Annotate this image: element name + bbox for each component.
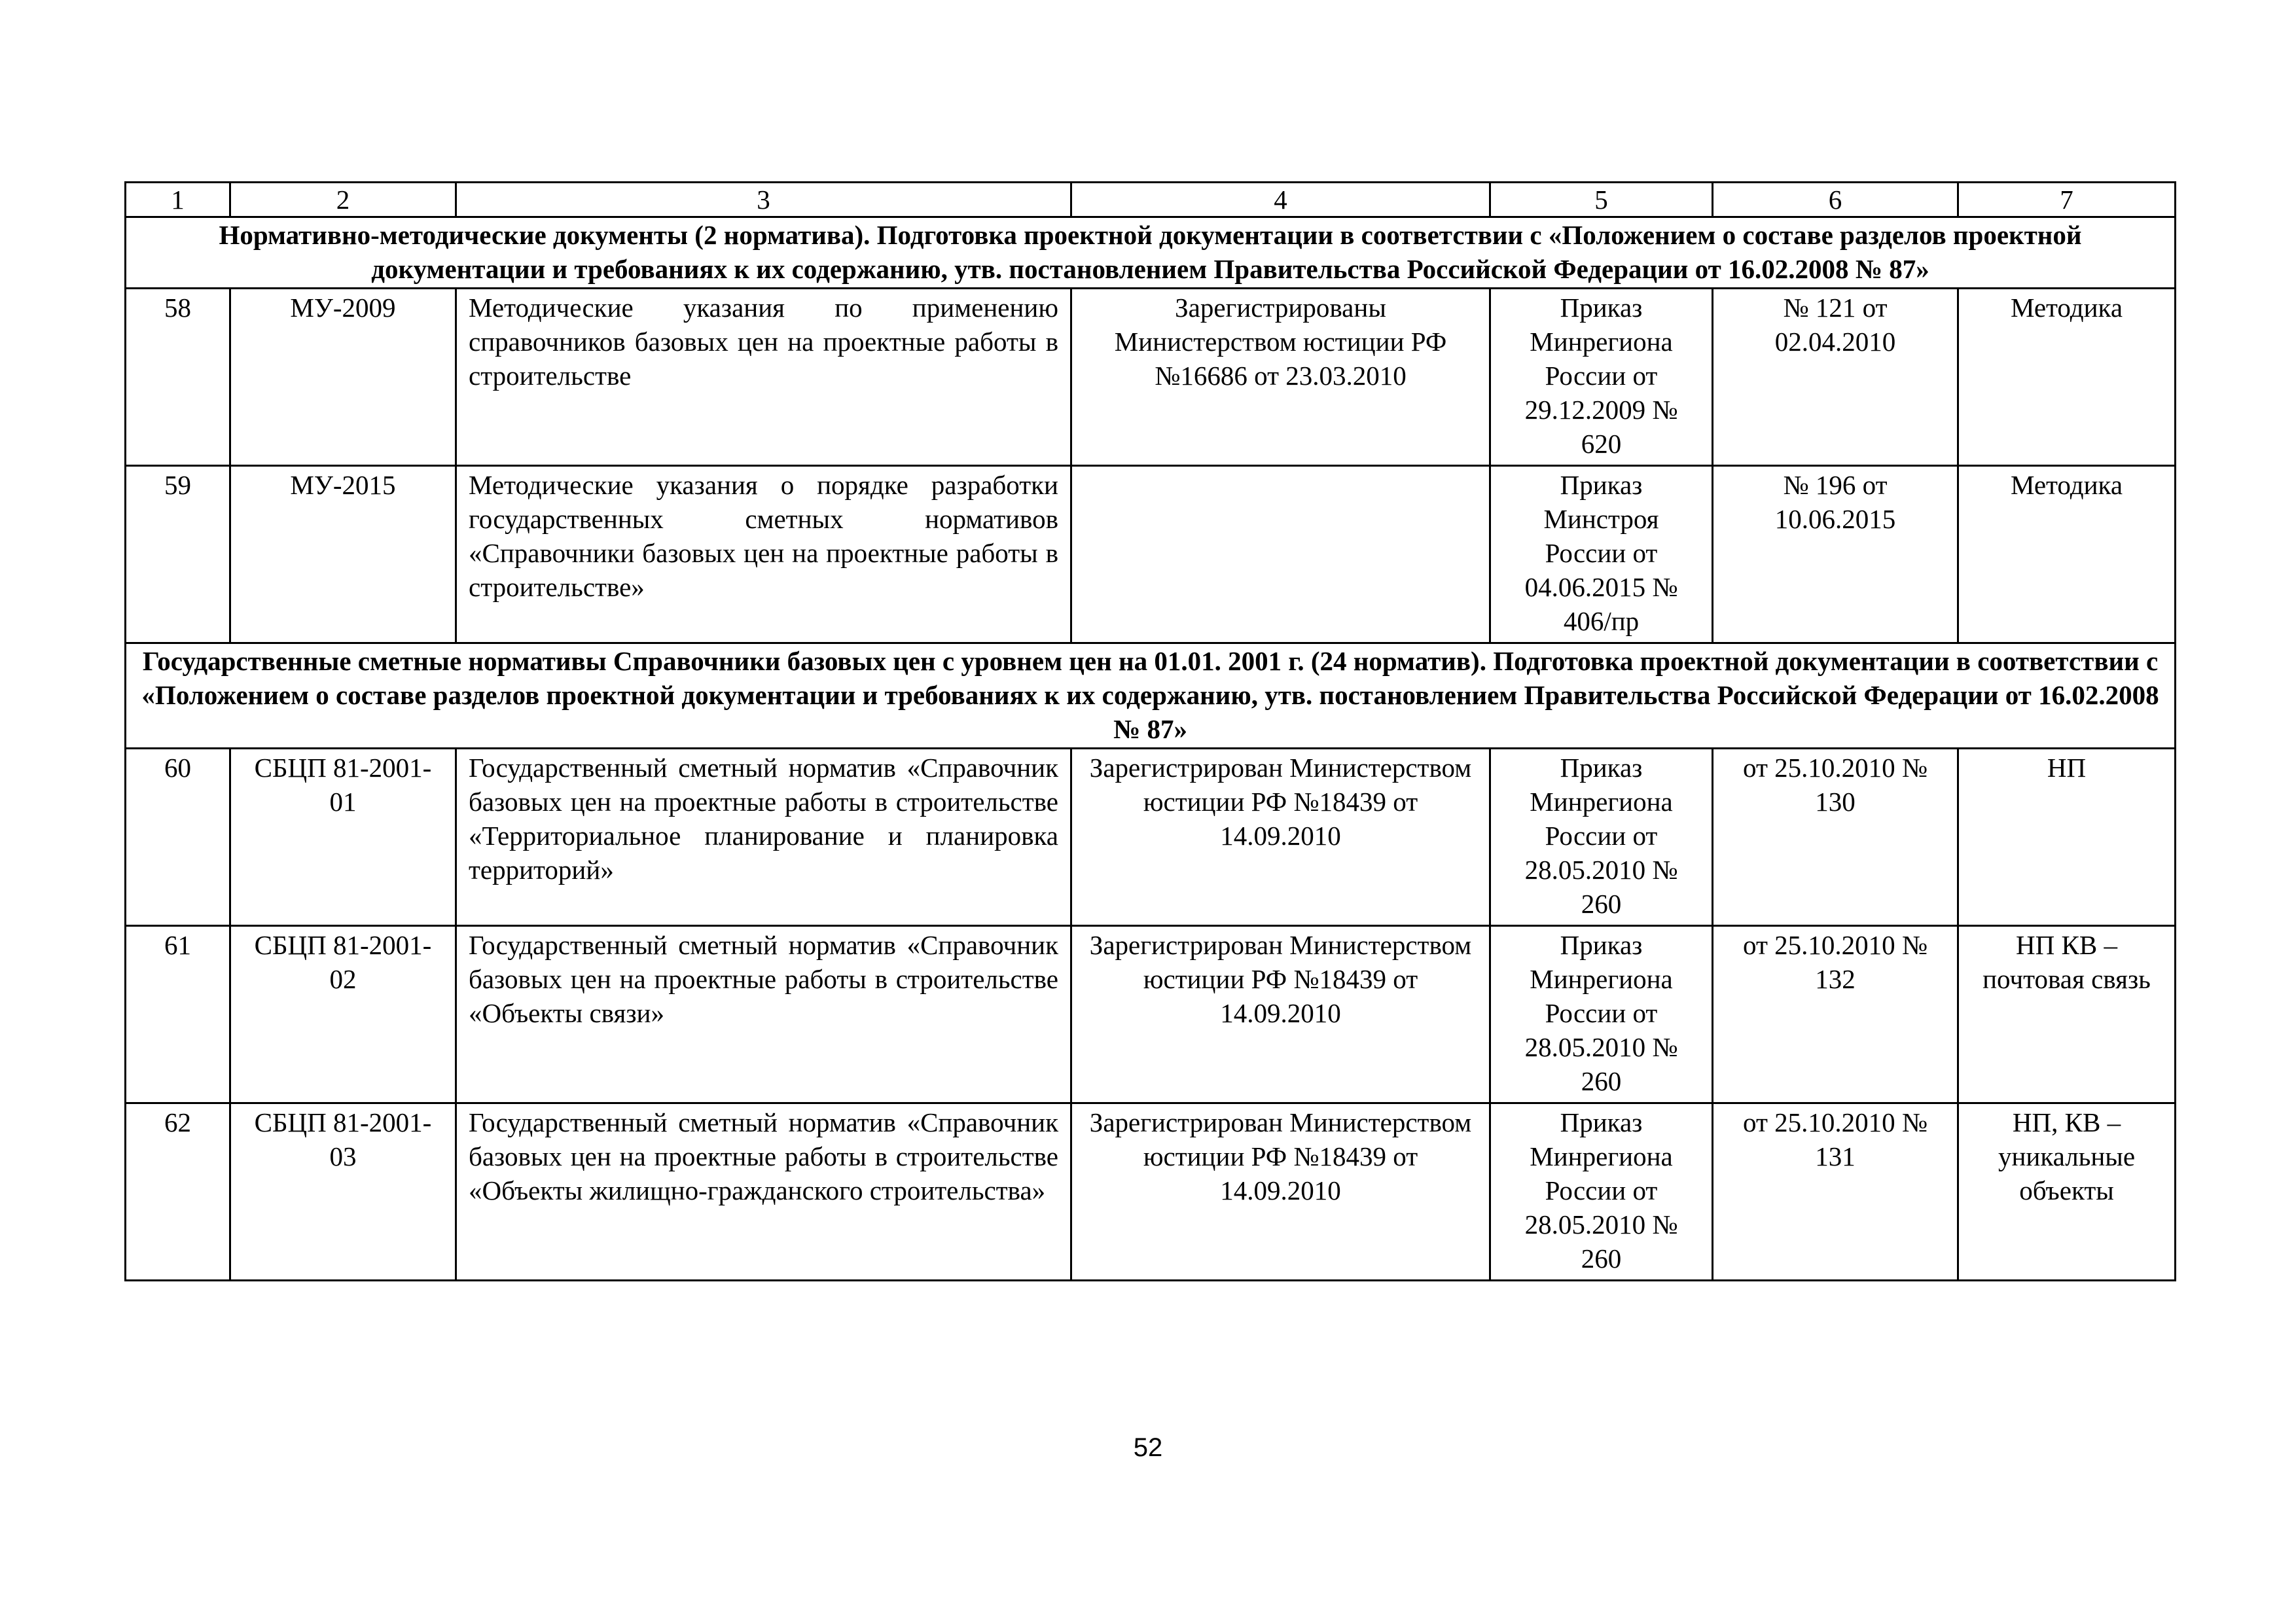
row-code: СБЦП 81-2001-01 bbox=[230, 749, 456, 926]
row-number: 58 bbox=[126, 289, 230, 466]
row-letter: от 25.10.2010 № 130 bbox=[1713, 749, 1958, 926]
column-header-7: 7 bbox=[1958, 183, 2176, 217]
row-letter: от 25.10.2010 № 132 bbox=[1713, 926, 1958, 1103]
table-row bbox=[126, 289, 2176, 466]
row-number: 61 bbox=[126, 926, 230, 1103]
row-code: МУ-2009 bbox=[230, 289, 456, 466]
row-note: Методика bbox=[1958, 289, 2176, 466]
column-header-4: 4 bbox=[1071, 183, 1490, 217]
row-order: Приказ Минрегиона России от 28.05.2010 № 260 bbox=[1490, 926, 1713, 1103]
row-note: НП bbox=[1958, 749, 2176, 926]
row-name: Государственный сметный норматив «Справочник базовых цен на проектные работы в строительстве «Объекты жилищно-гражданского строительства» bbox=[456, 1103, 1071, 1281]
row-order: Приказ Минрегиона России от 28.05.2010 № 260 bbox=[1490, 1103, 1713, 1281]
row-number: 60 bbox=[126, 749, 230, 926]
table-row bbox=[126, 1103, 2176, 1281]
column-header-5: 5 bbox=[1490, 183, 1713, 217]
table-row bbox=[126, 749, 2176, 926]
row-name: Методические указания по применению справочников базовых цен на проектные работы в строительстве bbox=[456, 289, 1071, 466]
row-registration: Зарегистрирован Министерством юстиции РФ №18439 от 14.09.2010 bbox=[1071, 1103, 1490, 1281]
table-row bbox=[126, 466, 2176, 643]
column-header-2: 2 bbox=[230, 183, 456, 217]
row-registration: Зарегистрированы Министерством юстиции РФ №16686 от 23.03.2010 bbox=[1071, 289, 1490, 466]
row-registration: Зарегистрирован Министерством юстиции РФ №18439 от 14.09.2010 bbox=[1071, 926, 1490, 1103]
page-number: 52 bbox=[1133, 1433, 1163, 1462]
row-number: 62 bbox=[126, 1103, 230, 1281]
normative-table bbox=[124, 181, 2176, 1281]
column-header-3: 3 bbox=[456, 183, 1071, 217]
row-order: Приказ Минрегиона России от 29.12.2009 № 620 bbox=[1490, 289, 1713, 466]
row-code: СБЦП 81-2001-03 bbox=[230, 1103, 456, 1281]
row-registration: Зарегистрирован Министерством юстиции РФ №18439 от 14.09.2010 bbox=[1071, 749, 1490, 926]
row-note: Методика bbox=[1958, 466, 2176, 643]
table-row bbox=[126, 926, 2176, 1103]
row-note: НП, КВ – уникальные объекты bbox=[1958, 1103, 2176, 1281]
row-order: Приказ Минрегиона России от 28.05.2010 № 260 bbox=[1490, 749, 1713, 926]
row-name: Государственный сметный норматив «Справочник базовых цен на проектные работы в строительстве «Объекты связи» bbox=[456, 926, 1071, 1103]
row-note: НП КВ – почтовая связь bbox=[1958, 926, 2176, 1103]
row-code: СБЦП 81-2001-02 bbox=[230, 926, 456, 1103]
column-header-1: 1 bbox=[126, 183, 230, 217]
row-letter: № 196 от 10.06.2015 bbox=[1713, 466, 1958, 643]
column-number-row bbox=[126, 183, 2176, 217]
row-name: Методические указания о порядке разработки государственных сметных нормативов «Справочники базовых цен на проектные работы в строительстве» bbox=[456, 466, 1071, 643]
column-header-6: 6 bbox=[1713, 183, 1958, 217]
row-code: МУ-2015 bbox=[230, 466, 456, 643]
row-name: Государственный сметный норматив «Справочник базовых цен на проектные работы в строительстве «Территориальное планирование и планировка территорий» bbox=[456, 749, 1071, 926]
section-title: Государственные сметные нормативы Справочники базовых цен с уровнем цен на 01.01. 2001 г. (24 норматив). Подготовка проектной документации в соответствии с «Положением о составе разделов проектной документации и требованиях к их содержанию, утв. постановлением Правительства Российской Федерации от 16.02.2008 № 87» bbox=[126, 643, 2176, 749]
row-letter: № 121 от 02.04.2010 bbox=[1713, 289, 1958, 466]
row-registration bbox=[1071, 466, 1490, 643]
row-letter: от 25.10.2010 № 131 bbox=[1713, 1103, 1958, 1281]
row-number: 59 bbox=[126, 466, 230, 643]
section-heading-row bbox=[126, 217, 2176, 289]
row-order: Приказ Минстроя России от 04.06.2015 № 406/пр bbox=[1490, 466, 1713, 643]
section-title: Нормативно-методические документы (2 норматива). Подготовка проектной документации в соответствии с «Положением о составе разделов проектной документации и требованиях к их содержанию, утв. постановлением Правительства Российской Федерации от 16.02.2008 № 87» bbox=[126, 217, 2176, 289]
section-heading-row bbox=[126, 643, 2176, 749]
